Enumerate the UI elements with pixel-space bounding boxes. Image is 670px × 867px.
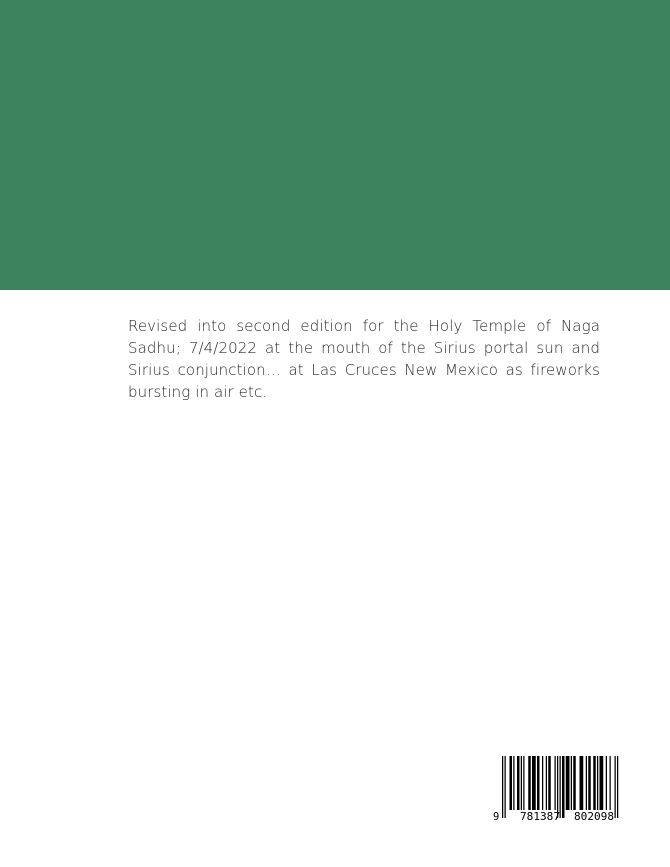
barcode-bar <box>505 756 506 818</box>
barcode-bar <box>573 756 576 810</box>
isbn-barcode <box>492 756 630 823</box>
barcode-bar <box>528 756 531 810</box>
barcode-bar <box>593 756 596 810</box>
barcode-left-group: 781387 <box>520 811 560 823</box>
barcode-bar <box>555 756 556 810</box>
barcode-bar <box>571 756 572 810</box>
barcode-bar <box>615 756 616 818</box>
barcode-bar <box>537 756 540 810</box>
barcode-bar <box>510 756 513 810</box>
barcode-bar <box>617 756 618 818</box>
cover-color-band <box>0 0 670 290</box>
barcode-bar <box>517 756 520 810</box>
barcode-bar <box>521 756 522 810</box>
barcode-bar <box>588 756 591 810</box>
barcode-bar <box>560 756 561 818</box>
barcode-bar <box>557 756 558 818</box>
barcode-bar <box>597 756 598 810</box>
barcode-bar <box>610 756 611 810</box>
barcode-bar <box>566 756 570 810</box>
barcode-bar <box>513 756 514 810</box>
barcode-bar <box>542 756 543 810</box>
barcode-bar <box>586 756 587 810</box>
barcode-bar <box>548 756 551 810</box>
barcode-bar <box>606 756 607 810</box>
back-cover-blurb: Revised into second edition for the Holy Temple of Naga Sadhu; 7/4/2022 at the mouth of the Sirius portal sun and Sirius conjunction… at Las Cruces New Mexico as fireworks bursting in air etc. <box>128 317 600 401</box>
barcode-bar <box>580 756 584 810</box>
barcode-bar <box>523 756 524 810</box>
barcode-bar <box>562 756 565 818</box>
barcode-bar <box>546 756 547 810</box>
barcode-bar <box>502 756 503 818</box>
barcode-right-group: 802098 <box>574 811 614 823</box>
barcode-lead-digit: 9 <box>493 811 500 823</box>
barcode-bar <box>532 756 536 810</box>
barcode-bar <box>600 756 604 810</box>
